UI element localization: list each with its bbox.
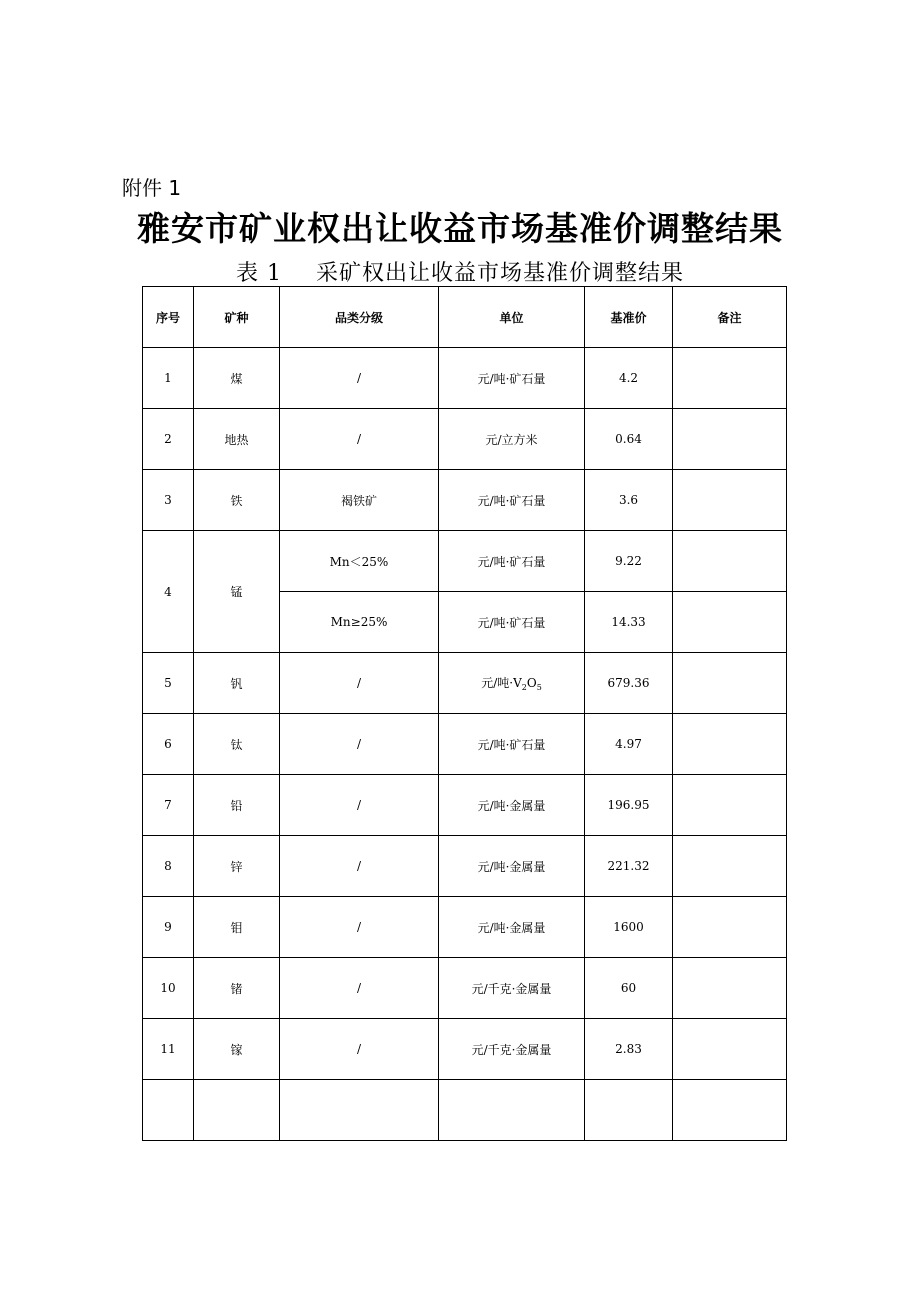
header-grade: 品类分级 [280, 287, 439, 348]
table-row [143, 836, 787, 897]
page-title: 雅安市矿业权出让收益市场基准价调整结果 [137, 209, 783, 248]
cell-unit [439, 653, 585, 714]
cell-seq: 7 [143, 775, 194, 836]
cell-remark [673, 1080, 787, 1141]
cell-grade: Mn＜25% [280, 531, 439, 592]
cell-seq: 2 [143, 409, 194, 470]
cell-price [585, 1080, 673, 1141]
cell-seq: 1 [143, 348, 194, 409]
table-number: 表 1 [235, 261, 282, 286]
cell-mineral: 镓 [194, 1019, 280, 1080]
cell-price: 4.97 [585, 714, 673, 775]
cell-seq: 9 [143, 897, 194, 958]
cell-grade: / [280, 409, 439, 470]
table-title-text: 采矿权出让收益市场基准价调整结果 [315, 261, 684, 286]
cell-price: 3.6 [585, 470, 673, 531]
cell-grade: / [280, 958, 439, 1019]
cell-seq: 10 [143, 958, 194, 1019]
cell-remark [673, 531, 787, 592]
cell-mineral: 煤 [194, 348, 280, 409]
table-row [143, 653, 787, 714]
unit-prefix: 元/吨·V [481, 676, 522, 690]
unit-mid: O [526, 676, 537, 690]
unit-subscript: 5 [536, 683, 542, 692]
cell-seq: 5 [143, 653, 194, 714]
cell-unit: 元/千克·金属量 [439, 1019, 585, 1080]
cell-grade [280, 1080, 439, 1141]
cell-unit: 元/吨·矿石量 [439, 470, 585, 531]
cell-remark [673, 775, 787, 836]
cell-unit: 元/吨·矿石量 [439, 714, 585, 775]
cell-mineral: 铁 [194, 470, 280, 531]
header-seq: 序号 [143, 287, 194, 348]
table-row [143, 714, 787, 775]
cell-remark [673, 348, 787, 409]
cell-remark [673, 958, 787, 1019]
cell-grade: / [280, 348, 439, 409]
header-price: 基准价 [585, 287, 673, 348]
unit-subscript: 2 [521, 683, 527, 692]
cell-price: 196.95 [585, 775, 673, 836]
cell-mineral: 钛 [194, 714, 280, 775]
table-row [143, 1080, 787, 1141]
price-table [142, 286, 787, 1141]
cell-seq: 8 [143, 836, 194, 897]
cell-unit [439, 1080, 585, 1141]
cell-price: 0.64 [585, 409, 673, 470]
cell-grade: / [280, 775, 439, 836]
table-row [143, 409, 787, 470]
cell-unit: 元/吨·金属量 [439, 775, 585, 836]
cell-unit: 元/立方米 [439, 409, 585, 470]
cell-grade: / [280, 714, 439, 775]
cell-seq: 11 [143, 1019, 194, 1080]
table-row [143, 470, 787, 531]
cell-mineral [194, 1080, 280, 1141]
cell-mineral: 锰 [194, 531, 280, 653]
annex-label: 附件 1 [122, 176, 182, 200]
cell-remark [673, 714, 787, 775]
cell-remark [673, 470, 787, 531]
cell-mineral: 钒 [194, 653, 280, 714]
cell-grade: / [280, 836, 439, 897]
table-row [143, 775, 787, 836]
cell-remark [673, 409, 787, 470]
cell-price: 679.36 [585, 653, 673, 714]
cell-seq: 6 [143, 714, 194, 775]
cell-mineral: 锗 [194, 958, 280, 1019]
header-mineral: 矿种 [194, 287, 280, 348]
cell-grade: / [280, 1019, 439, 1080]
cell-unit: 元/吨·矿石量 [439, 348, 585, 409]
cell-remark [673, 1019, 787, 1080]
cell-unit: 元/吨·金属量 [439, 836, 585, 897]
cell-grade: Mn≥25% [280, 592, 439, 653]
cell-grade: / [280, 897, 439, 958]
cell-price: 221.32 [585, 836, 673, 897]
header-remark: 备注 [673, 287, 787, 348]
cell-unit: 元/吨·矿石量 [439, 531, 585, 592]
cell-unit: 元/吨·矿石量 [439, 592, 585, 653]
cell-seq: 4 [143, 531, 194, 653]
cell-remark [673, 836, 787, 897]
table-row [143, 1019, 787, 1080]
cell-unit: 元/吨·金属量 [439, 897, 585, 958]
cell-remark [673, 592, 787, 653]
cell-unit: 元/千克·金属量 [439, 958, 585, 1019]
cell-mineral: 锌 [194, 836, 280, 897]
table-header-row [143, 287, 787, 348]
cell-mineral: 钼 [194, 897, 280, 958]
cell-grade: / [280, 653, 439, 714]
cell-remark [673, 653, 787, 714]
cell-price: 60 [585, 958, 673, 1019]
table-title [0, 256, 920, 287]
cell-seq [143, 1080, 194, 1141]
cell-mineral: 地热 [194, 409, 280, 470]
cell-price: 9.22 [585, 531, 673, 592]
cell-seq: 3 [143, 470, 194, 531]
cell-mineral: 铅 [194, 775, 280, 836]
table-row [143, 348, 787, 409]
header-unit: 单位 [439, 287, 585, 348]
cell-price: 4.2 [585, 348, 673, 409]
cell-remark [673, 897, 787, 958]
table-row [143, 958, 787, 1019]
table-row [143, 531, 787, 592]
cell-price: 1600 [585, 897, 673, 958]
cell-grade: 褐铁矿 [280, 470, 439, 531]
table-row [143, 897, 787, 958]
cell-price: 14.33 [585, 592, 673, 653]
cell-price: 2.83 [585, 1019, 673, 1080]
